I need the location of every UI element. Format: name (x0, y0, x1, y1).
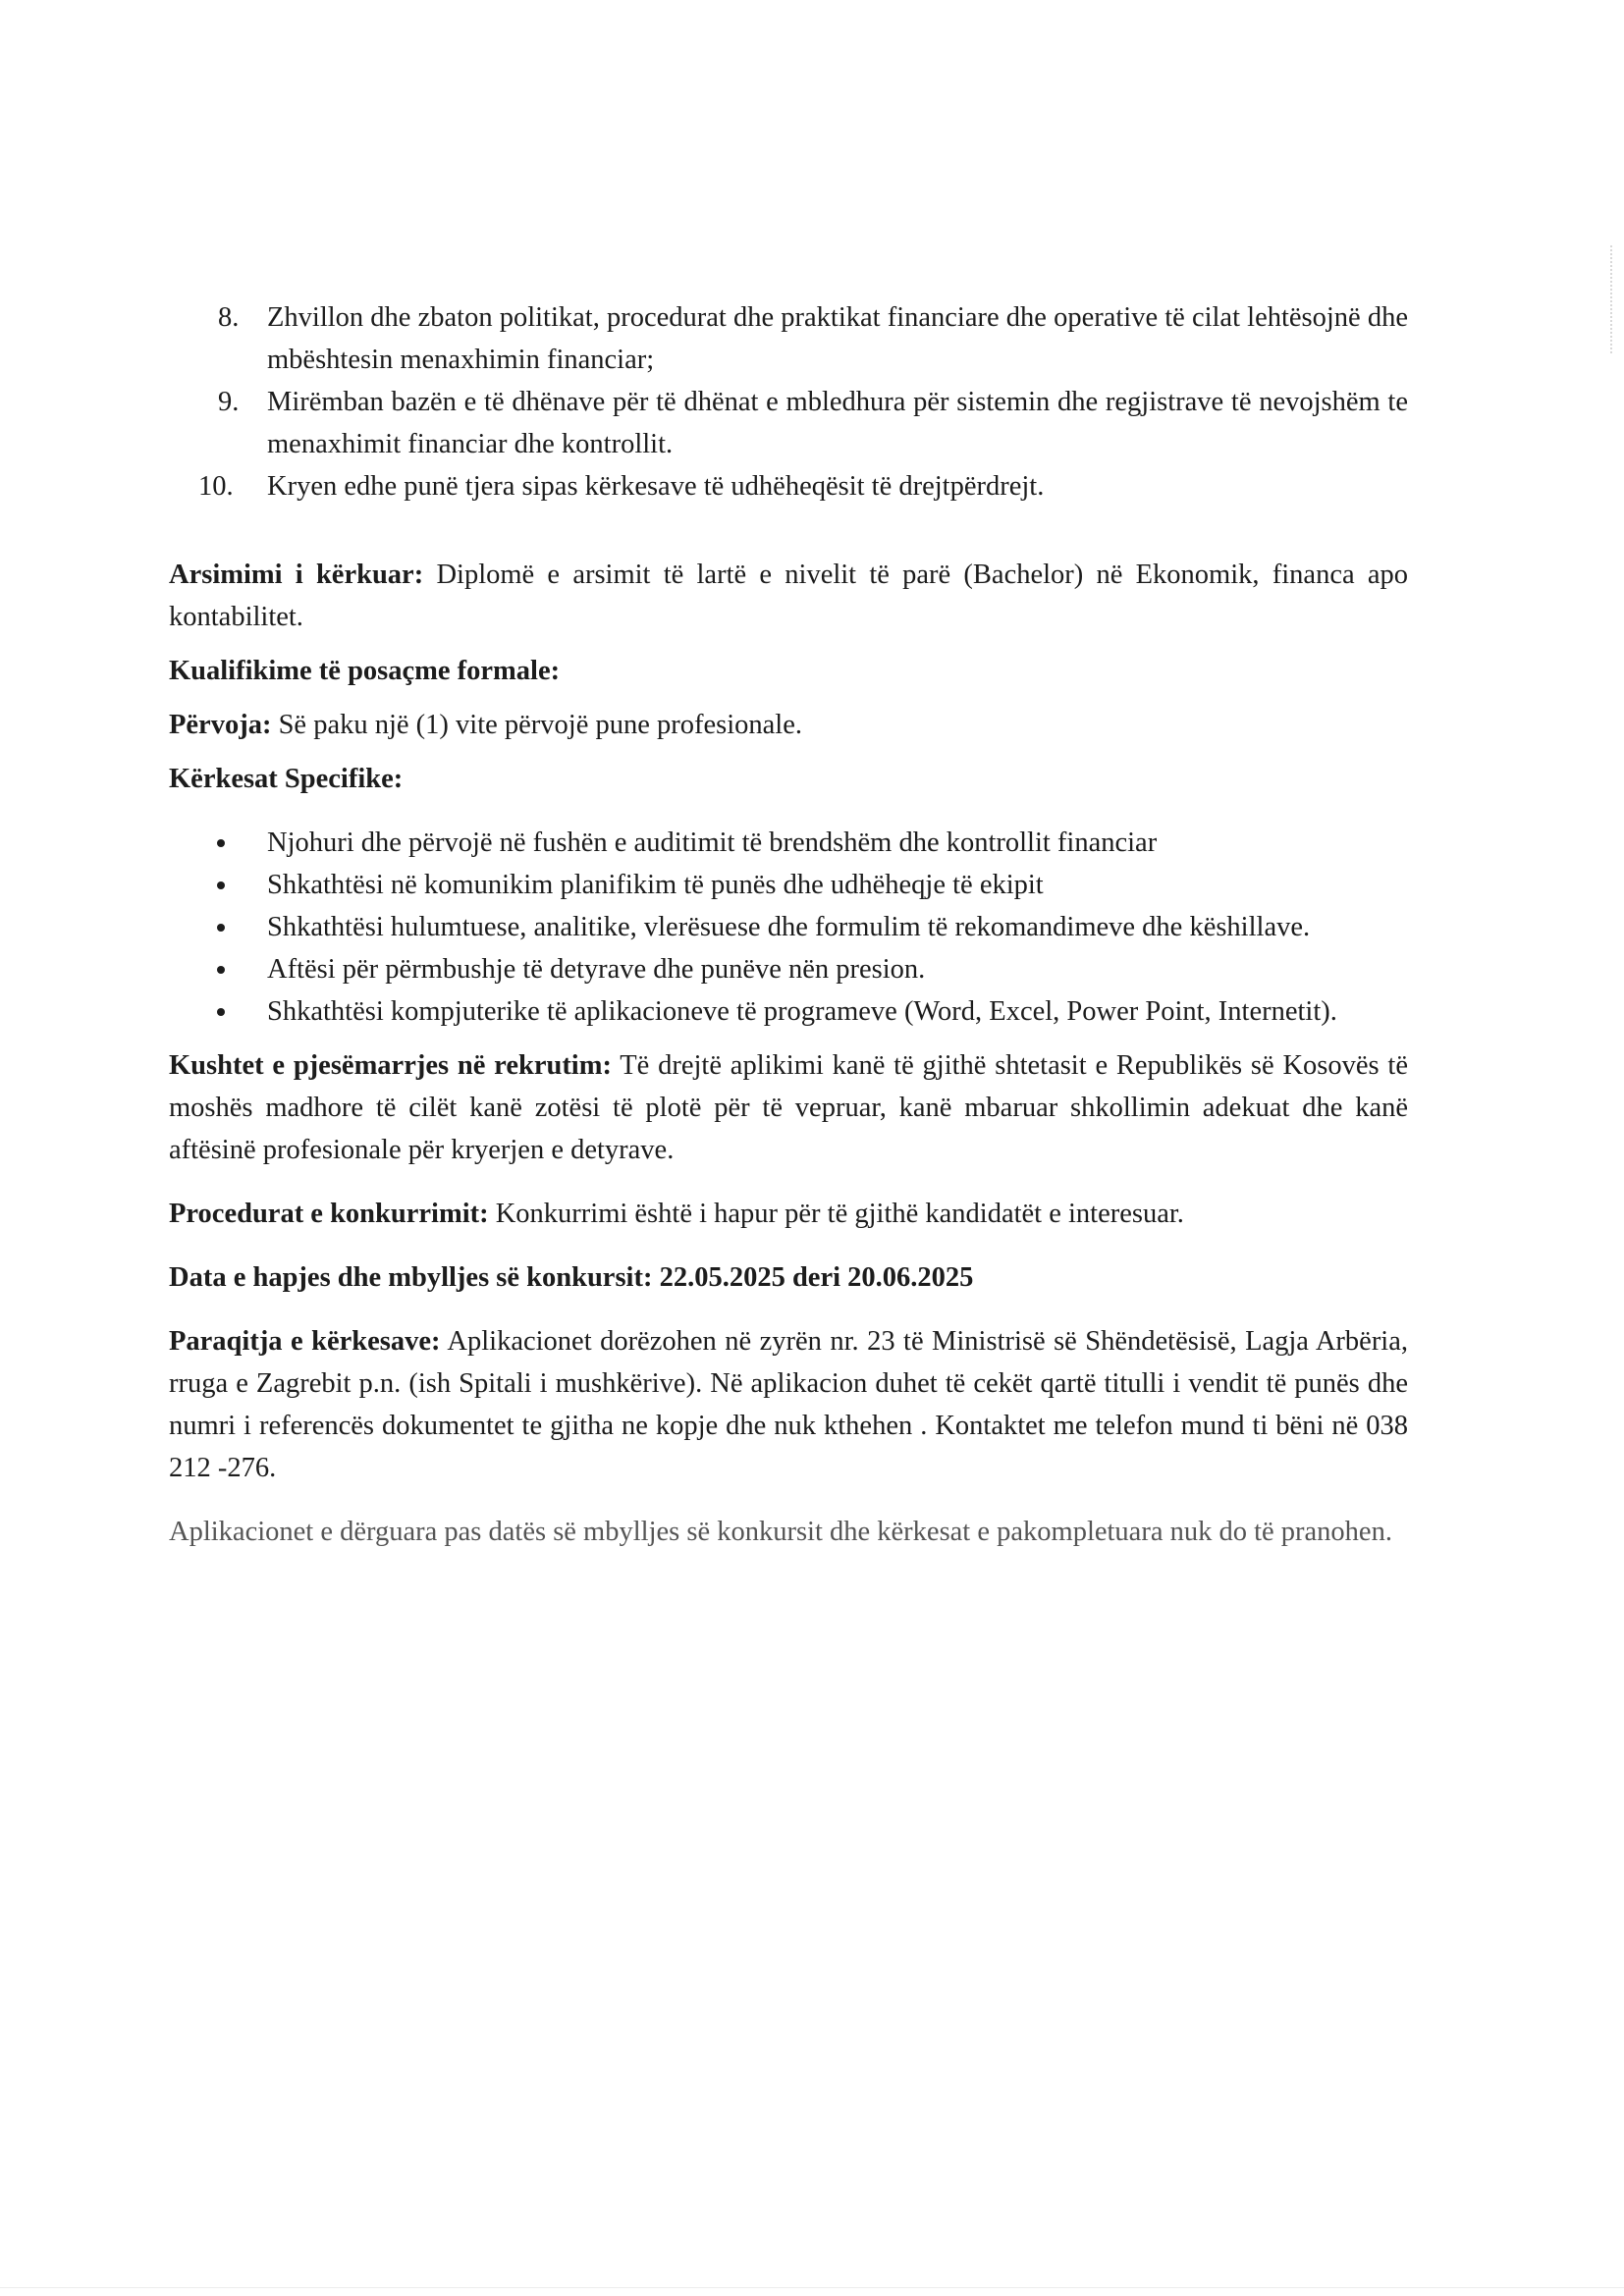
procedures-text: Konkurrimi është i hapur për të gjithë kandidatët e interesuar. (495, 1199, 1184, 1229)
item-text: Shkathtësi në komunikim planifikim të punës dhe udhëheqje të ekipit (267, 870, 1044, 900)
list-item (169, 822, 1408, 864)
experience-section (169, 704, 1408, 746)
bullet-icon (217, 839, 225, 847)
submission-section (169, 1320, 1408, 1489)
scan-artifact-line (0, 2287, 1624, 2288)
closing-note-text: Aplikacionet e dërguara pas datës së mbylljes së konkursit dhe kërkesat e pakompletuara nuk do të pranohen. (169, 1517, 1392, 1547)
item-number: 10. (198, 471, 234, 502)
item-text: Zhvillon dhe zbaton politikat, procedurat dhe praktikat financiare dhe operative të cilat lehtësojnë dhe mbështesin menaxhimin financiar; (267, 302, 1408, 375)
item-text: Kryen edhe punë tjera sipas kërkesave të udhëheqësit të drejtpërdrejt. (267, 471, 1045, 502)
submission-label: Paraqitja e kërkesave: (169, 1326, 441, 1357)
qualifications-label: Kualifikime të posaçme formale: (169, 656, 561, 686)
education-text: Diplomë e arsimit të lartë e nivelit të parë (Bachelor) në Ekonomik, financa apo kontabilitet. (169, 560, 1409, 632)
conditions-text: Të drejtë aplikimi kanë të gjithë shtetasit e Republikës së Kosovës të moshës madhore të cilët kanë zotësi të plotë për të vepruar, kanë mbaruar shkollimin adekuat dhe kanë aftësinë profesionale për kryerjen e detyrave. (169, 1050, 1408, 1165)
conditions-section (169, 1044, 1408, 1171)
list-item (169, 864, 1408, 906)
education-section (169, 554, 1408, 638)
conditions-label: Kushtet e pjesëmarrjes në rekrutim: (169, 1050, 612, 1081)
education-label: Arsimimi i kërkuar: (169, 560, 424, 590)
bullet-icon (217, 881, 225, 889)
experience-text: Së paku një (1) vite përvojë pune profesionale. (278, 710, 802, 740)
item-text: Njohuri dhe përvojë në fushën e auditimit të brendshëm dhe kontrollit financiar (267, 828, 1158, 858)
scan-edge-marks (1610, 245, 1618, 353)
procedures-label: Procedurat e konkurrimit: (169, 1199, 489, 1229)
item-number: 9. (218, 387, 240, 417)
list-item (169, 906, 1408, 948)
list-item (169, 948, 1408, 990)
list-item (169, 465, 1408, 507)
bullet-icon (217, 1008, 225, 1016)
document-body (169, 296, 1408, 1553)
item-text: Mirëmban bazën e të dhënave për të dhënat e mbledhura për sistemin dhe regjistrave të nevojshëm te menaxhimit financiar dhe kontrollit. (267, 387, 1408, 459)
list-item (169, 296, 1408, 381)
closing-note (169, 1511, 1408, 1553)
duties-list (169, 296, 1408, 507)
item-number: 8. (218, 302, 240, 333)
item-text: Shkathtësi kompjuterike të aplikacioneve të programeve (Word, Excel, Power Point, Internetit). (267, 996, 1337, 1027)
experience-label: Përvoja: (169, 710, 272, 740)
submission-text: Aplikacionet dorëzohen në zyrën nr. 23 të Ministrisë së Shëndetësisë, Lagja Arbëria, rruga e Zagrebit p.n. (ish Spitali i mushkërive). Në aplikacion duhet të cekët qartë titulli i vendit të punës dhe numri i referencës dokumentet te gjitha ne kopje dhe nuk kthehen . Kontaktet me telefon mund ti bëni në 038 212 -276. (169, 1326, 1409, 1483)
bullet-icon (217, 924, 225, 932)
item-text: Aftësi për përmbushje të detyrave dhe punëve nën presion. (267, 954, 926, 985)
requirements-heading (169, 758, 1408, 800)
procedures-section (169, 1193, 1408, 1235)
requirements-label: Kërkesat Specifike: (169, 764, 404, 794)
dates-section (169, 1256, 1408, 1299)
list-item (169, 381, 1408, 465)
qualifications-section (169, 650, 1408, 692)
requirements-list (169, 822, 1408, 1033)
item-text: Shkathtësi hulumtuese, analitike, vlerësuese dhe formulim të rekomandimeve dhe këshillave. (267, 912, 1311, 942)
bullet-icon (217, 966, 225, 974)
list-item (169, 990, 1408, 1033)
dates-text: Data e hapjes dhe mbylljes së konkursit: 22.05.2025 deri 20.06.2025 (169, 1262, 974, 1293)
